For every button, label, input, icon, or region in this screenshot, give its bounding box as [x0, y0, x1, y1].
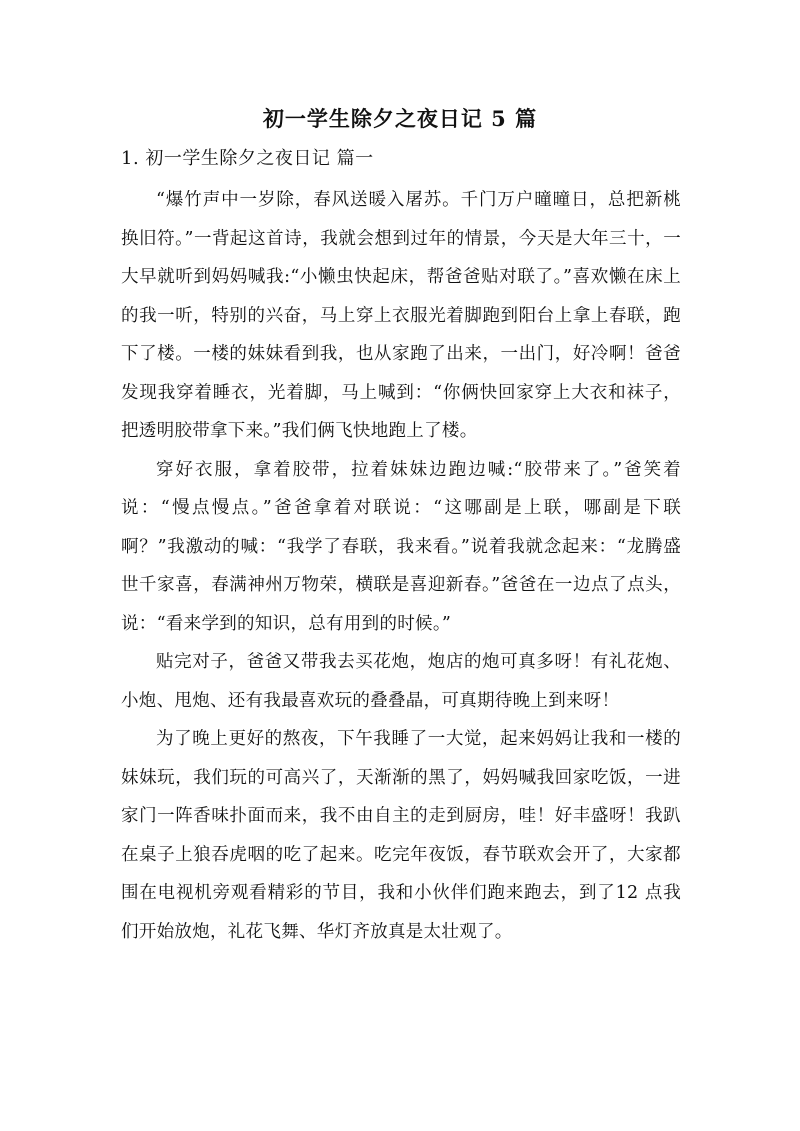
article-body [121, 181, 681, 951]
paragraph-3: 贴完对子，爸爸又带我去买花炮，炮店的炮可真多呀！有礼花炮、小炮、甩炮、还有我最喜欢玩的叠叠晶，可真期待晚上到来呀！ [121, 652, 681, 711]
paragraph-4: 为了晚上更好的熬夜，下午我睡了一大觉，起来妈妈让我和一楼的妹妹玩，我们玩的可高兴了，天渐渐的黑了，妈妈喊我回家吃饭，一进家门一阵香味扑面而来，我不由自主的走到厨房，哇！好丰盛呀！我趴在桌子上狼吞虎咽的吃了起来。吃完年夜饭，春节联欢会开了，大家都围在电视机旁观看精彩的节目，我和小伙伴们跑来跑去，到了12 点我们开始放炮，礼花飞舞、华灯齐放真是太壮观了。 [121, 729, 681, 942]
paragraph-2: 穿好衣服，拿着胶带，拉着妹妹边跑边喊:“胶带来了。”爸笑着说：“慢点慢点。”爸爸拿着对联说：“这哪副是上联，哪副是下联啊？”我激动的喊：“我学了春联，我来看。”说着我就念起来：“龙腾盛世千家喜，春满神州万物荣，横联是喜迎新春。”爸爸在一边点了点头，说：“看来学到的知识，总有用到的时候。” [121, 459, 681, 634]
section-heading: 1. 初一学生除夕之夜日记 篇一 [121, 148, 374, 169]
document-title: 初一学生除夕之夜日记 5 篇 [262, 106, 538, 131]
paragraph-1: “爆竹声中一岁除，春风送暖入屠苏。千门万户曈曈日，总把新桃换旧符。”一背起这首诗，我就会想到过年的情景，今天是大年三十，一大早就听到妈妈喊我:“小懒虫快起床，帮爸爸贴对联了。”喜欢懒在床上的我一听，特别的兴奋，马上穿上衣服光着脚跑到阳台上拿上春联，跑下了楼。一楼的妹妹看到我，也从家跑了出来，一出门，好冷啊！爸爸发现我穿着睡衣，光着脚，马上喊到：“你俩快回家穿上大衣和袜子，把透明胶带拿下来。”我们俩飞快地跑上了楼。 [121, 190, 681, 441]
